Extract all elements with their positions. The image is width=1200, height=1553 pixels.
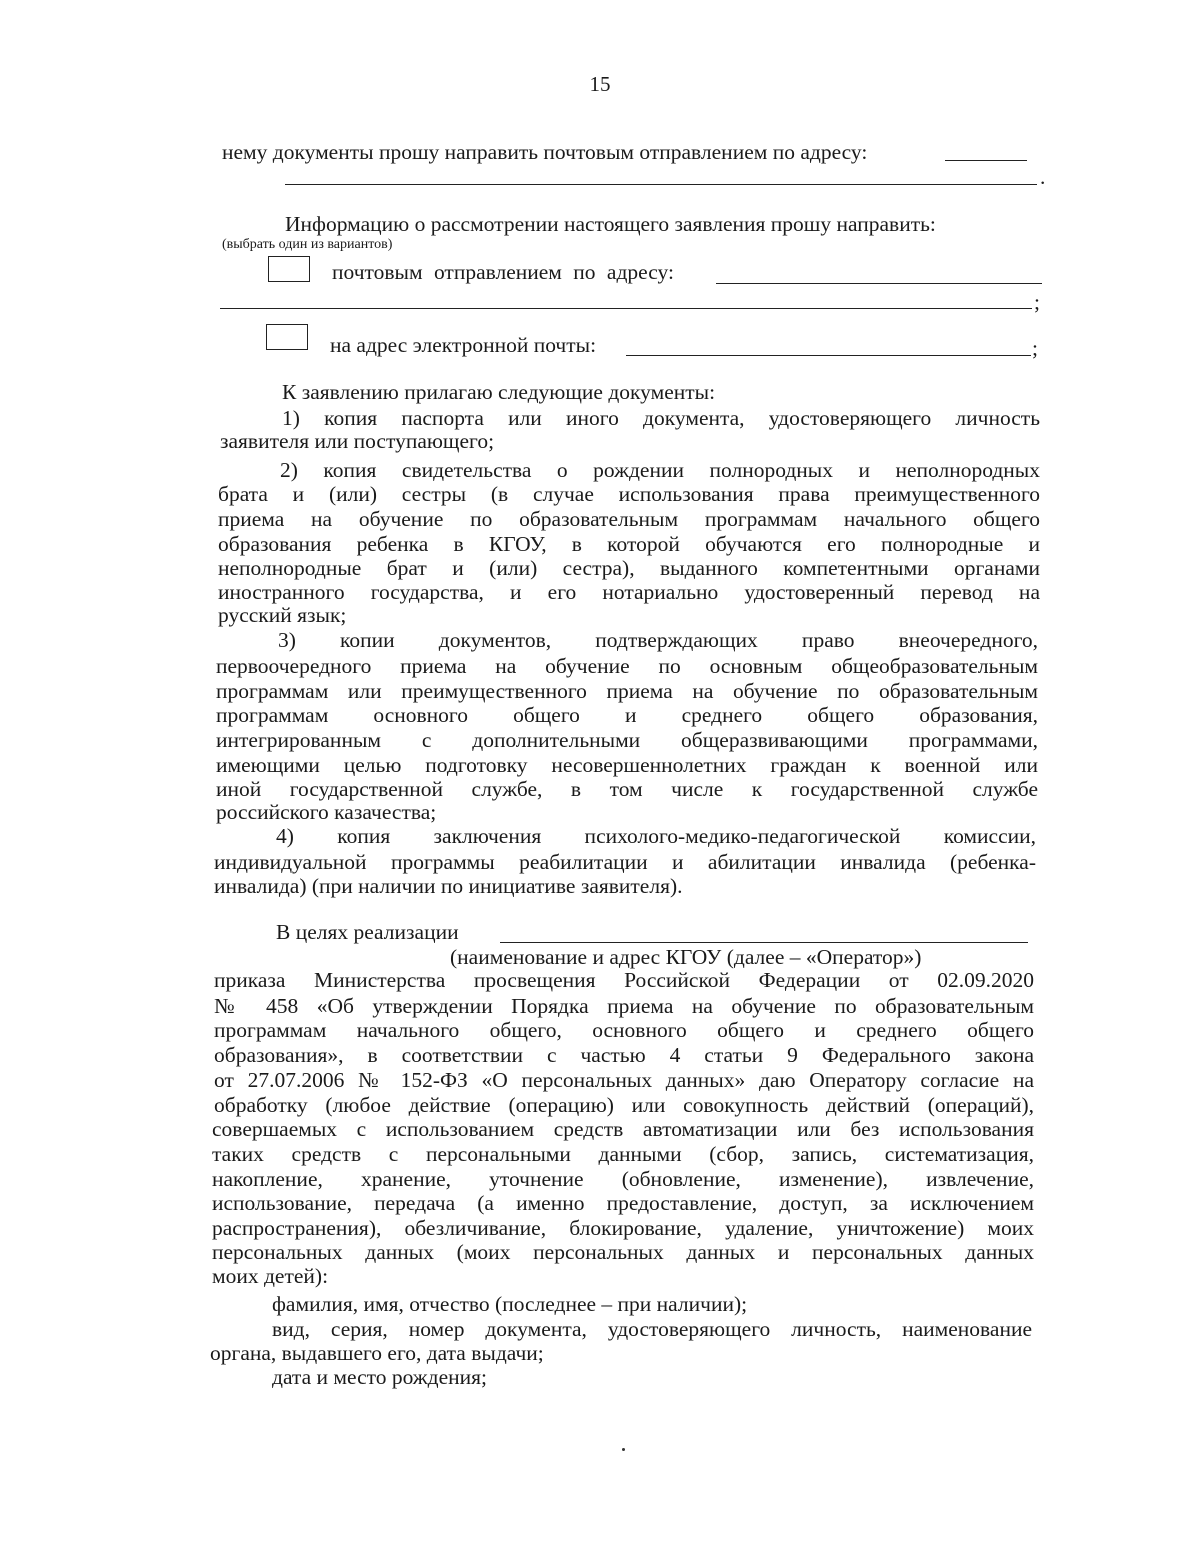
attachment-3-line-4: программам основного общего и среднего общего образования, xyxy=(216,703,1038,727)
post-address-blank-1[interactable] xyxy=(716,283,1042,284)
attachment-3-line-7: иной государственной службе, в том числе к государственной службе xyxy=(216,777,1038,801)
address-blank-2[interactable] xyxy=(285,184,1037,185)
attachment-2-line-6: иностранного государства, и его нотариально удостоверенный перевод на xyxy=(218,580,1040,604)
data-item-document-line-2: органа, выдавшего его, дата выдачи; xyxy=(210,1341,544,1365)
address-request-line: нему документы прошу направить почтовым отправлением по адресу: xyxy=(222,140,868,164)
attachment-2-line-7: русский язык; xyxy=(218,603,347,627)
data-item-birth: дата и место рождения; xyxy=(272,1365,488,1389)
consent-line-13: моих детей): xyxy=(212,1264,329,1288)
attachment-2-line-3: приема на обучение по образовательным программам начального общего xyxy=(218,507,1040,531)
post-option-label: почтовым отправлением по адресу: xyxy=(332,260,674,284)
data-item-fio: фамилия, имя, отчество (последнее – при наличии); xyxy=(272,1292,748,1316)
address-end-mark: . xyxy=(1040,165,1046,189)
operator-caption: (наименование и адрес КГОУ (далее – «Оператор») xyxy=(450,945,922,969)
attachment-2-line-2: брата и (или) сестры (в случае использования права преимущественного xyxy=(218,482,1040,506)
attachment-3-line-1: 3) копии документов, подтверждающих право внеочередного, xyxy=(278,628,1038,652)
consent-line-4: образования», в соответствии с частью 4 статьи 9 Федерального закона xyxy=(214,1043,1034,1067)
attachment-1-line-1: 1) копия паспорта или иного документа, удостоверяющего личность xyxy=(282,406,1040,430)
attachment-4-line-1: 4) копия заключения психолого-медико-педагогической комиссии, xyxy=(276,824,1036,848)
operator-name-blank[interactable] xyxy=(500,942,1028,943)
consent-line-12: персональных данных (моих персональных данных и персональных данных xyxy=(212,1240,1034,1264)
post-option-checkbox[interactable] xyxy=(268,256,310,282)
consent-line-9: накопление, хранение, уточнение (обновление, изменение), извлечение, xyxy=(212,1167,1034,1191)
post-address-blank-2[interactable] xyxy=(220,308,1032,309)
attachment-4-line-3: инвалида) (при наличии по инициативе заявителя). xyxy=(214,874,683,898)
attachment-2-line-5: неполнородные брат и (или) сестра), выданного компетентными органами xyxy=(218,556,1040,580)
email-option-label: на адрес электронной почты: xyxy=(330,333,597,357)
attachments-intro: К заявлению прилагаю следующие документы: xyxy=(282,380,716,404)
attachment-3-line-6: имеющими целью подготовку несовершеннолетних граждан к военной или xyxy=(216,753,1038,777)
scan-speck xyxy=(622,1448,625,1451)
email-end-mark: ; xyxy=(1032,336,1038,360)
attachment-2-line-4: образования ребенка в КГОУ, в которой обучаются его полнородные и xyxy=(218,532,1040,556)
attachment-3-line-2: первоочередного приема на обучение по основным общеобразовательным xyxy=(216,654,1038,678)
consent-line-2: № 458 «Об утверждении Порядка приема на обучение по образовательным xyxy=(214,994,1034,1018)
attachment-3-line-5: интегрированным с дополнительными общеразвивающими программами, xyxy=(216,728,1038,752)
data-item-document-line-1: вид, серия, номер документа, удостоверяющего личность, наименование xyxy=(272,1317,1032,1341)
choose-option-hint: (выбрать один из вариантов) xyxy=(222,237,393,252)
consent-line-5: от 27.07.2006 № 152-ФЗ «О персональных данных» даю Оператору согласие на xyxy=(214,1068,1034,1092)
email-option-checkbox[interactable] xyxy=(266,324,308,350)
attachment-3-line-3: программам или преимущественного приема на обучение по образовательным xyxy=(216,679,1038,703)
attachment-4-line-2: индивидуальной программы реабилитации и абилитации инвалида (ребенка- xyxy=(214,850,1036,874)
attachment-3-line-8: российского казачества; xyxy=(216,800,437,824)
info-heading: Информацию о рассмотрении настоящего заявления прошу направить: xyxy=(285,212,936,236)
consent-line-3: программам начального общего, основного общего и среднего общего xyxy=(214,1018,1034,1042)
attachment-2-line-1: 2) копия свидетельства о рождении полнородных и неполнородных xyxy=(280,458,1040,482)
consent-line-11: распространения), обезличивание, блокирование, удаление, уничтожение) моих xyxy=(212,1216,1034,1240)
page-number: 15 xyxy=(589,72,611,96)
consent-line-8: таких средств с персональными данными (сбор, запись, систематизация, xyxy=(212,1142,1034,1166)
attachment-1-line-2: заявителя или поступающего; xyxy=(220,429,495,453)
consent-line-7: совершаемых с использованием средств автоматизации или без использования xyxy=(212,1117,1034,1141)
post-address-end-mark: ; xyxy=(1034,290,1040,314)
consent-intro: В целях реализации xyxy=(276,920,459,944)
consent-line-6: обработку (любое действие (операцию) или совокупность действий (операций), xyxy=(214,1093,1034,1117)
email-blank[interactable] xyxy=(626,355,1031,356)
address-blank-1[interactable] xyxy=(945,160,1027,161)
consent-line-1: приказа Министерства просвещения Российской Федерации от 02.09.2020 xyxy=(214,968,1034,992)
consent-line-10: использование, передача (а именно предоставление, доступ, за исключением xyxy=(212,1191,1034,1215)
